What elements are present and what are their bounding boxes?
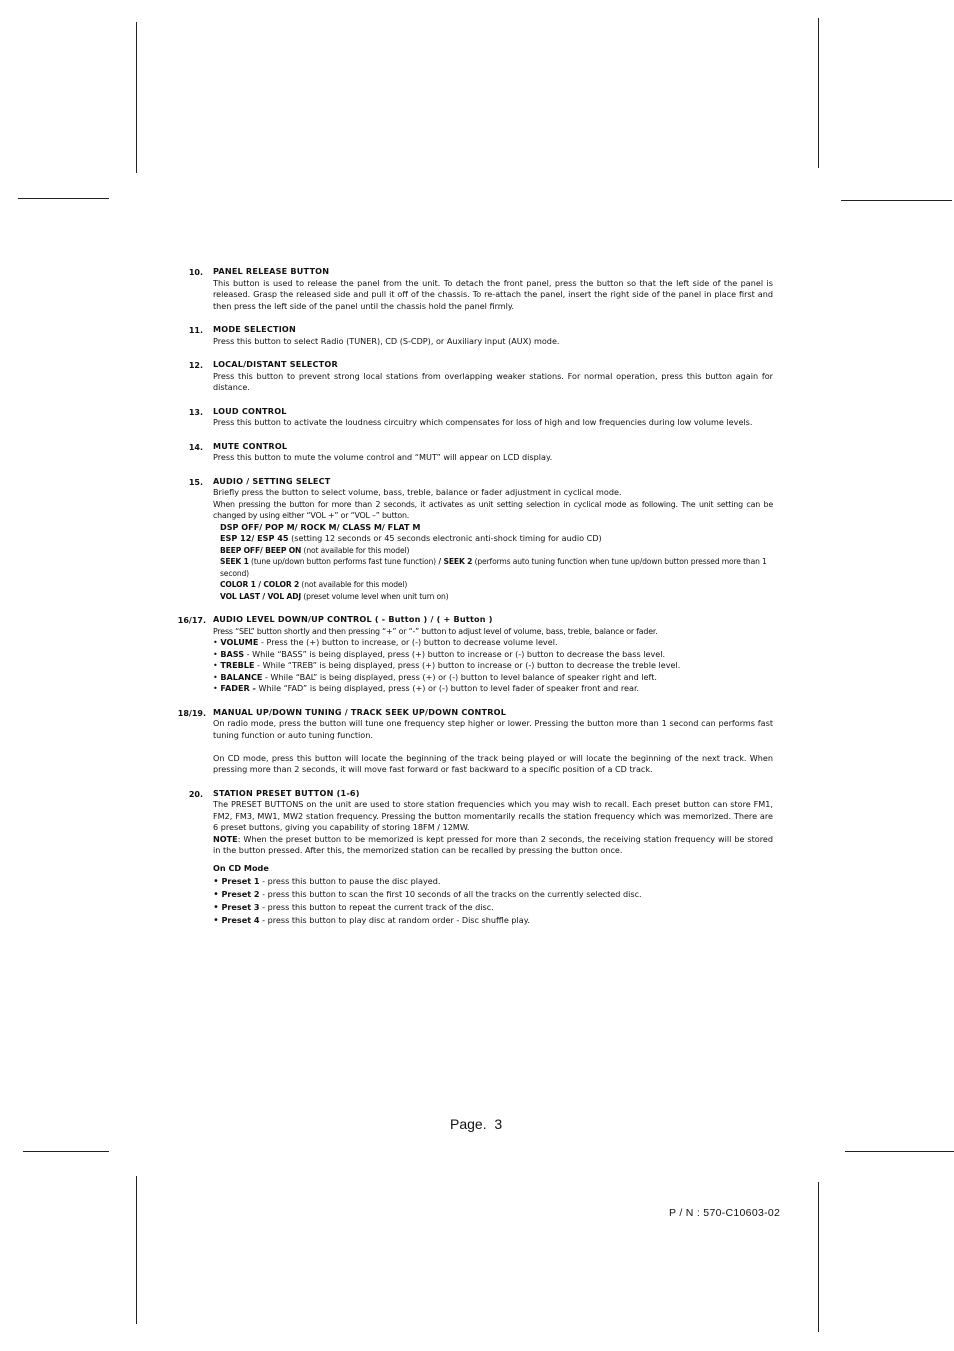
list-item — [213, 915, 773, 927]
section-mute-control — [0, 441, 954, 464]
option-text: (tune up/down button performs fast tune function) — [248, 557, 436, 566]
setting-option: DSP OFF/ POP M/ ROCK M/ CLASS M/ FLAT M — [220, 521, 421, 532]
section-audio-level — [0, 614, 954, 695]
section-mode-selection — [0, 324, 954, 347]
preset-label: Preset 2 — [221, 889, 260, 899]
bullet-label: BALANCE — [220, 671, 263, 682]
option-label: SEEK 1 — [220, 557, 249, 566]
cd-mode-heading: On CD Mode — [213, 862, 269, 873]
section-text: Press this button to prevent strong local stations from overlapping weaker stations. For normal operation, press this button again for distance. — [213, 370, 773, 392]
bullet-text: While “FAD” is being displayed, press (+) or (-) button to level fader of speaker front and rear. — [255, 683, 640, 693]
section-text: Press this button to select Radio (TUNER), CD (S-CDP), or Auxiliary input (AUX) mode. — [213, 335, 560, 346]
section-loud-control — [0, 406, 954, 429]
section-title: MANUAL UP/DOWN TUNING / TRACK SEEK UP/DOWN CONTROL — [213, 706, 507, 717]
preset-text: - press this button to play disc at random order - Disc shuffle play. — [259, 915, 530, 925]
list-item — [213, 902, 773, 914]
section-text: On CD mode, press this button will locate the beginning of the track being played or will locate the beginning of the next track. When pressing more than 2 seconds, it will move fast forward or fast backward to a specific position of a CD track. — [213, 752, 773, 774]
option-label: VOL LAST / VOL ADJ — [220, 591, 302, 601]
option-label: BEEP OFF/ BEEP ON — [220, 545, 302, 555]
bullet-text: - While “TREB” is being displayed, press (+) button to increase or (-) button to decrease the treble level. — [254, 660, 681, 670]
section-text: Press “SEL” button shortly and then pressing “+” or “-” button to adjust level of volume, bass, treble, balance or fader. — [213, 626, 658, 636]
preset-label: Preset 1 — [221, 876, 260, 886]
section-text: On radio mode, press the button will tune one frequency step higher or lower. Pressing the button more than 1 second can performs fast tuning function or auto tuning function. — [213, 718, 773, 740]
preset-text: - press this button to repeat the current track of the disc. — [259, 902, 494, 912]
section-number: 16/17. — [177, 616, 206, 625]
section-panel-release — [0, 266, 954, 312]
setting-option — [220, 591, 773, 603]
crop-mark — [136, 22, 137, 173]
section-number: 11. — [188, 326, 203, 335]
section-title: MUTE CONTROL — [213, 440, 288, 451]
crop-mark — [845, 1151, 954, 1152]
option-text: (not available for this model) — [301, 545, 410, 555]
crop-mark — [136, 1176, 137, 1324]
setting-option — [220, 533, 773, 545]
section-title: LOCAL/DISTANT SELECTOR — [213, 359, 338, 369]
section-local-distant — [0, 359, 954, 394]
setting-option — [220, 545, 773, 557]
section-title: LOUD CONTROL — [213, 405, 287, 416]
section-number: 14. — [188, 442, 203, 452]
list-item: • BASS - While “BASS” is being displayed, press (+) button to increase or (-) button to decrease the bass level. — [213, 648, 666, 659]
list-item — [213, 876, 773, 888]
bullet-text: - While “BAL” is being displayed, press (+) or (-) button to level balance of speaker right and left. — [262, 671, 657, 682]
bullet-icon: • — [213, 876, 219, 887]
option-text: (not available for this model) — [299, 580, 408, 589]
setting-option — [220, 579, 773, 591]
preset-label: Preset 3 — [221, 902, 260, 912]
option-text: (performs auto tuning function when tune up/down button pressed more than 1 second) — [220, 557, 767, 578]
section-number: 18/19. — [177, 708, 206, 718]
setting-option — [220, 556, 773, 579]
crop-mark — [23, 1151, 109, 1152]
manual-content — [0, 266, 954, 927]
section-title: STATION PRESET BUTTON (1-6) — [213, 787, 360, 798]
section-number: 15. — [188, 477, 203, 487]
bullet-label: FADER - — [220, 683, 256, 693]
section-station-preset — [0, 788, 954, 927]
section-title: PANEL RELEASE BUTTON — [213, 266, 330, 276]
bullet-icon: • — [213, 902, 219, 913]
bullet-icon: • — [213, 915, 219, 926]
note-label: NOTE — [213, 833, 238, 844]
section-number: 13. — [188, 407, 203, 417]
part-number: P / N : 570-C10603-02 — [669, 1207, 781, 1219]
bullet-text: - While “BASS” is being displayed, press (+) button to increase or (-) button to decrease the bass level. — [244, 648, 666, 659]
section-title: AUDIO LEVEL DOWN/UP CONTROL ( - Button ) / ( + Button ) — [213, 614, 493, 624]
list-item: • FADER - While “FAD” is being displayed, press (+) or (-) button to level fader of speaker front and rear. — [213, 683, 640, 693]
section-text: The PRESET BUTTONS on the unit are used to store station frequencies which you may wish to recall. Each preset button can store FM1, FM2, FM3, MW1, MW2 station frequency. Pressing the button momentarily recalls the station frequency which was memorized. There are 6 preset buttons, giving you capability of storing 18FM / 12MW. — [213, 799, 773, 832]
bullet-icon: • — [213, 889, 219, 900]
section-number: 12. — [188, 361, 203, 370]
page-number: Page. 3 — [450, 1116, 503, 1132]
list-item: • TREBLE - While “TREB” is being displayed, press (+) button to increase or (-) button to decrease the treble level. — [213, 660, 681, 670]
section-text: This button is used to release the panel from the unit. To detach the front panel, press the button so that the left side of the panel is released. Grasp the released side and pull it off of the chassis. To re-attach the panel, insert the right side of the panel in place first and then press the left side of the panel until the chassis hold the panel firmly. — [213, 277, 773, 311]
list-item: • VOLUME - Press the (+) button to increase, or (-) button to decrease volume level. — [213, 637, 558, 647]
option-label: / SEEK 2 — [435, 557, 473, 566]
section-number: 10. — [188, 268, 203, 277]
section-text: Press this button to mute the volume control and “MUT” will appear on LCD display. — [213, 452, 553, 462]
list-item: • BALANCE - While “BAL” is being displayed, press (+) or (-) button to level balance of speaker right and left. — [213, 671, 657, 682]
list-item — [213, 889, 773, 901]
crop-mark — [818, 18, 819, 168]
option-text: (setting 12 seconds or 45 seconds electronic anti-shock timing for audio CD) — [288, 533, 602, 543]
bullet-label: VOLUME — [220, 637, 259, 647]
section-title: MODE SELECTION — [213, 324, 296, 334]
bullet-label: TREBLE — [220, 660, 255, 670]
option-label: ESP 12/ ESP 45 — [220, 533, 289, 543]
note-body: : When the preset button to be memorized is kept pressed for more than 2 seconds, the receiving station frequency will be stored in the button pressed. After this, the memorized station can be recalled by pressing the button once. — [213, 833, 773, 855]
bullet-text: - Press the (+) button to increase, or (-) button to decrease volume level. — [258, 637, 558, 647]
crop-mark — [841, 200, 952, 201]
section-text: Press this button to activate the loudness circuitry which compensates for loss of high and low frequencies during low volume levels. — [213, 417, 753, 427]
preset-label: Preset 4 — [221, 915, 260, 925]
section-number: 20. — [188, 789, 203, 799]
section-text: When pressing the button for more than 2 seconds, it activates as unit setting selection in cyclical mode as following. The unit setting can be changed by using either “VOL +” or “VOL –” button. — [213, 499, 773, 520]
section-text: Briefly press the button to select volume, bass, treble, balance or fader adjustment in cyclical mode. — [213, 487, 622, 497]
section-title: AUDIO / SETTING SELECT — [213, 475, 331, 486]
preset-text: - press this button to scan the first 10 seconds of all the tracks on the currently selected disc. — [259, 889, 642, 899]
crop-mark — [818, 1182, 819, 1332]
preset-text: - press this button to pause the disc played. — [259, 876, 441, 886]
note-text — [213, 834, 773, 857]
option-text: (preset volume level when unit turn on) — [301, 591, 449, 601]
section-audio-setting — [0, 476, 954, 603]
option-label: COLOR 1 / COLOR 2 — [220, 580, 300, 589]
section-manual-tuning — [0, 707, 954, 776]
crop-mark — [18, 198, 109, 199]
bullet-label: BASS — [220, 648, 245, 659]
